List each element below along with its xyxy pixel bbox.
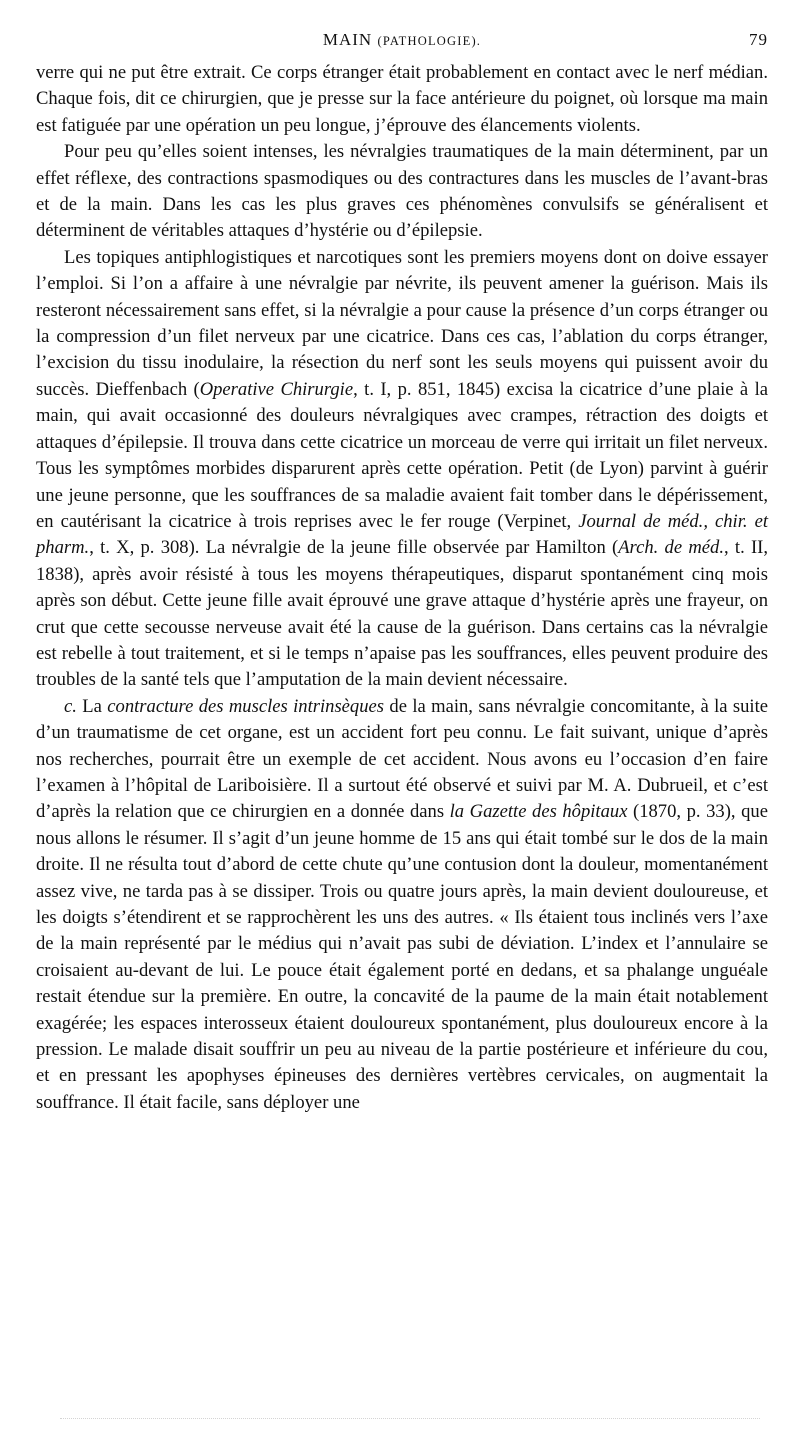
book-page [36, 30, 768, 1116]
italic-run: contracture des muscles intrinsèques [107, 695, 385, 717]
italic-run: Journal de méd., chir. et pharm. [36, 510, 768, 559]
italic-run: c. [64, 695, 77, 717]
italic-run: Arch. de méd. [618, 537, 724, 559]
body-text [36, 60, 768, 1116]
italic-run: Operative Chirurgie [199, 378, 354, 400]
running-title-main: MAIN [322, 30, 373, 49]
running-title [36, 30, 768, 50]
page-number: 79 [749, 30, 768, 49]
paragraph-3: Les topiques antiphlogistiques et narcotiques sont les premiers moyens dont on doive essayer l’emploi. Si l’on a affaire à une névralgie par névrite, ils peuvent amener la guérison. Mais ils resteront nécessairement sans effet, si la névralgie a pour cause la présence d’un corps étranger ou la compression d’un filet nerveux par une cicatrice. Dans ces cas, l’ablation du corps étranger, l’excision du tissu inodulaire, la résection du nerf sont les seuls moyens qui puissent avoir du succès. Dieffenbach (Operative Chirurgie, t. I, p. 851, 1845) excisa la cicatrice d’une plaie à la main, qui avait occasionné des douleurs névralgiques avec crampes, rétraction des doigts et attaques d’épilepsie. Il trouva dans cette cicatrice un morceau de verre qui irritait un filet nerveux. Tous les symptômes morbides disparurent après cette opération. Petit (de Lyon) parvint à guérir une jeune personne, que les souffrances de sa maladie avaient fait tomber dans le dépérissement, en cautérisant la cicatrice à trois reprises avec le fer rouge (Verpinet, Journal de méd., chir. et pharm., t. X, p. 308). La névralgie de la jeune fille observée par Hamilton (Arch. de méd., t. II, 1838), après avoir résisté à tous les moyens thérapeutiques, disparut spontanément cinq mois après son début. Cette jeune fille avait éprouvé une grave attaque d’hystérie après une frayeur, on crut que cette secousse nerveuse avait été la cause de la guérison. Dans certains cas la névralgie est rebelle à tout traitement, et si le temps n’apaise pas les souffrances, elles peuvent produire des troubles de la santé tels que l’amputation de la main devient nécessaire. [36, 246, 769, 691]
paragraph-1: verre qui ne put être extrait. Ce corps étranger était probablement en contact avec le nerf médian. Chaque fois, dit ce chirurgien, que je presse sur la face antérieure du poignet, où lorsque ma main est fatiguée par une opération un peu longue, j’éprouve des élancements violents. [36, 62, 768, 136]
paragraph-2: Pour peu qu’elles soient intenses, les névralgies traumatiques de la main déterminent, par un effet réflexe, des contractions spasmodiques ou des contractures dans les muscles de l’avant-bras et de la main. Dans les cas les plus graves ces phénomènes convulsifs se généralisent et déterminent de véritables attaques d’hystérie ou d’épilepsie. [36, 141, 768, 242]
italic-run: la Gazette des hôpitaux [449, 801, 628, 823]
running-head [36, 30, 768, 60]
paragraph-4: c. La contracture des muscles intrinsèques de la main, sans névralgie concomitante, à la suite d’un traumatisme de cet organe, est un accident fort peu connu. Le fait suivant, unique d’après nos recherches, pourrait être un exemple de cet accident. Nous avons eu l’occasion d’en faire l’examen à l’hôpital de Lariboisière. Il a surtout été observé et suivi par M. A. Dubrueil, et c’est d’après la relation que ce chirurgien en a donnée dans la Gazette des hôpitaux (1870, p. 33), que nous allons le résumer. Il s’agit d’un jeune homme de 15 ans qui était tombé sur le dos de la main droite. Il ne résulta tout d’abord de cette chute qu’une contusion dont la douleur, momentanément assez vive, ne tarda pas à se dissiper. Trois ou quatre jours après, la main devient douloureuse, et les doigts s’étendirent et se rapprochèrent les uns des autres. « Ils étaient tous inclinés vers l’axe de la main représenté par le médius qui n’avait pas subi de déviation. L’index et l’annulaire se croisaient au-devant de lui. Le pouce était également porté en dedans, et sa phalange unguéale restait étendue sur la première. En outre, la concavité de la paume de la main était notablement exagérée; les espaces interosseux étaient douloureux spontanément, plus douloureux encore à la pression. Le malade disait souffrir un peu au niveau de la partie postérieure et inférieure du cou, et en pressant les apophyses épineuses des dernières vertèbres cervicales, on augmentait la souffrance. Il était facile, sans déployer une [36, 695, 768, 1113]
page-bottom-specks [60, 1414, 760, 1419]
running-title-subtitle: (PATHOLOGIE). [377, 34, 482, 48]
